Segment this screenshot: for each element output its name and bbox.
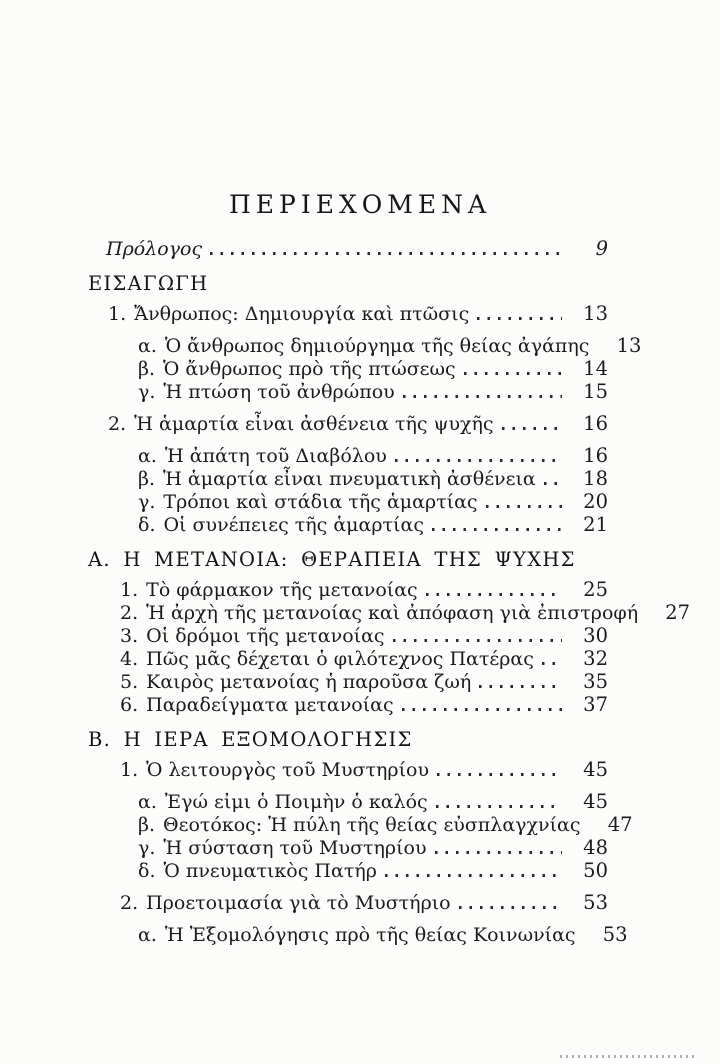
toc-row [120,578,608,601]
toc-page-number: 20 [583,490,608,513]
toc-section-heading [88,728,608,751]
toc-marker: α. [138,924,157,946]
dot-leader [418,578,568,601]
toc-page-number: 35 [583,670,608,693]
toc-marker: α. [138,445,157,467]
toc-page-number: 30 [583,624,608,647]
dot-leader [428,790,568,813]
toc-row [120,601,691,624]
toc-label: Ὁ πνευματικὸς Πατήρ [163,860,377,882]
toc-label: Ὁ λειτουργὸς τοῦ Μυστηρίου [146,759,430,781]
toc-row [106,237,608,260]
toc-row [120,693,608,716]
toc-label: Ὁ ἄνθρωπος δημιούργημα τῆς θείας ἀγάπης [164,335,590,357]
toc-page-number: 27 [665,601,691,624]
toc-section-heading [88,548,608,571]
toc-label: Οἱ δρόμοι τῆς μετανοίας [146,625,385,647]
toc-marker: γ. [138,837,156,859]
toc-label: Ὁ ἄνθρωπος πρὸ τῆς πτώσεως [163,358,456,380]
toc-label: Ἄνθρωπος: Δημιουργία καὶ πτῶσις [134,303,470,325]
scan-artifact-dotted-leader [560,1055,698,1058]
toc-marker: α. [138,791,157,813]
toc-marker: 1. [120,579,139,601]
toc-label: Ἡ ἀρχὴ τῆς μετανοίας καὶ ἀπόφαση γιὰ ἐπιστροφή [146,602,639,624]
toc-label: Ἡ σύσταση τοῦ Μυστηρίου [163,837,427,859]
toc-row [138,836,608,859]
toc-row [120,670,608,693]
toc-label: Ἡ ἁμαρτία εἶναι ἀσθένεια τῆς ψυχῆς [134,413,494,435]
toc-page-number: 48 [583,836,608,859]
toc-row [138,444,608,467]
dot-leader [395,380,568,403]
toc-page-number: 21 [583,513,608,536]
page-title: ΠΕΡΙΕΧΟΜΕΝΑ [228,190,492,219]
toc-marker: 5. [120,671,139,693]
dot-leader [638,601,650,624]
toc-page-number: 13 [616,334,642,357]
dot-leader [394,693,568,716]
toc-label: Α. Η ΜΕΤΑΝΟΙΑ: ΘΕΡΑΠΕΙΑ ΤΗΣ ΨΥΧΗΣ [88,548,576,571]
dot-leader [494,412,568,435]
toc-label: Προετοιμασία γιὰ τὸ Μυστήριο [146,892,451,914]
toc-row [138,923,628,946]
toc-marker: 4. [120,648,139,670]
dot-leader [424,513,568,536]
dot-leader [377,859,568,882]
toc-marker: 2. [120,602,139,624]
toc-page-number: 45 [583,758,608,781]
toc-row [120,891,608,914]
toc-marker: β. [138,468,156,490]
toc-marker: δ. [138,514,156,536]
toc-marker: 3. [120,625,139,647]
toc-row [138,357,608,380]
dot-leader [534,647,568,670]
toc-page-number: 15 [583,380,608,403]
toc-label: Τὸ φάρμακον τῆς μετανοίας [146,579,418,601]
toc-section-heading [88,272,608,295]
toc-label: Ἡ ἀπάτη τοῦ Διαβόλου [164,445,387,467]
toc-page-number: 37 [583,693,608,716]
toc-label: Καιρὸς μετανοίας ἡ παροῦσα ζωή [146,671,472,693]
toc-page-number: 25 [583,578,608,601]
toc-page-number: 53 [602,923,628,946]
dot-leader [387,444,568,467]
dot-leader [478,490,568,513]
toc-label: Ἡ Ἐξομολόγησις πρὸ τῆς θείας Κοινωνίας [164,924,576,946]
dot-leader [202,237,568,260]
toc-marker: β. [138,358,156,380]
toc-row [138,859,608,882]
dot-leader [589,334,601,357]
toc-row [120,624,608,647]
dot-leader [576,923,588,946]
toc-page-number: 50 [583,859,608,882]
dot-leader [581,813,593,836]
toc-page-number: 16 [583,444,608,467]
toc-marker: γ. [138,381,156,403]
toc-page-number: 14 [583,357,608,380]
toc-page-number: 9 [595,237,608,260]
toc-label: Οἱ συνέπειες τῆς ἁμαρτίας [163,514,424,536]
toc-label: Ἐγώ εἰμι ὁ Ποιμὴν ὁ καλός [164,791,428,813]
toc-marker: γ. [138,491,156,513]
dot-leader [451,891,568,914]
toc-row [108,302,608,325]
toc-page-number: 13 [583,302,608,325]
toc-page-number: 53 [583,891,608,914]
toc-page-number: 45 [583,790,608,813]
dot-leader [456,357,568,380]
dot-leader [536,467,568,490]
toc-row [120,647,608,670]
toc-label: Παραδείγματα μετανοίας [146,694,394,716]
toc-row [108,412,608,435]
toc-row [138,490,608,513]
toc-label: Τρόποι καὶ στάδια τῆς ἁμαρτίας [163,491,478,513]
toc-label: Ἡ ἁμαρτία εἶναι πνευματικὴ ἀσθένεια [163,468,536,490]
toc-row [138,334,642,357]
toc-row [138,813,633,836]
dot-leader [469,302,568,325]
toc-label: Β. Η ΙΕΡΑ ΕΞΟΜΟΛΟΓΗΣΙΣ [88,728,413,751]
toc-marker: 1. [108,303,127,325]
toc-label: Πρόλογος [106,238,203,260]
toc-marker: 1. [120,759,139,781]
toc-marker: β. [138,814,156,836]
toc-page-number: 47 [607,813,633,836]
table-of-contents [88,237,691,946]
toc-page-number: 18 [583,467,608,490]
dot-leader [429,758,568,781]
toc-label: ΕΙΣΑΓΩΓΗ [88,272,209,295]
toc-label: Πῶς μᾶς δέχεται ὁ φιλότεχνος Πατέρας [146,648,534,670]
toc-page-number: 16 [583,412,608,435]
toc-marker: α. [138,335,157,357]
toc-row [138,790,608,813]
toc-label: Ἡ πτώση τοῦ ἀνθρώπου [163,381,395,403]
toc-row [138,467,608,490]
toc-row [138,380,608,403]
dot-leader [427,836,568,859]
toc-marker: 6. [120,694,139,716]
dot-leader [471,670,568,693]
toc-marker: 2. [120,892,139,914]
toc-marker: 2. [108,413,127,435]
toc-marker: δ. [138,860,156,882]
toc-page-number: 32 [583,647,608,670]
dot-leader [385,624,568,647]
toc-row [120,758,608,781]
toc-label: Θεοτόκος: Ἡ πύλη τῆς θείας εὐσπλαγχνίας [163,814,581,836]
toc-row [138,513,608,536]
